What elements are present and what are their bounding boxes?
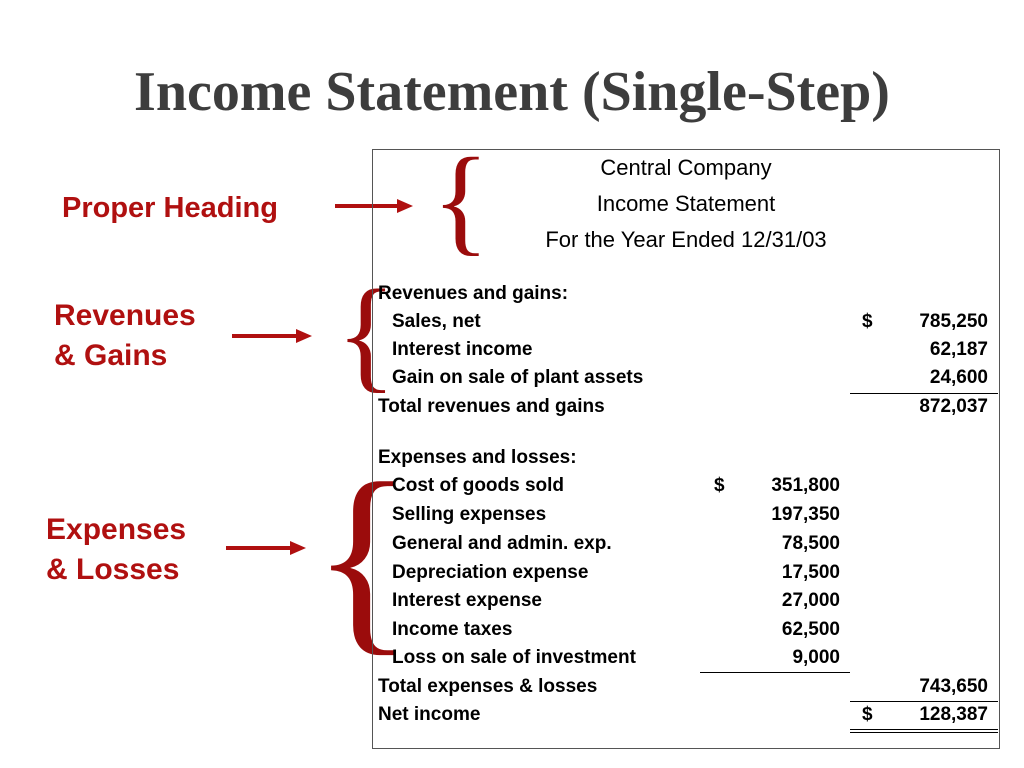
table-row (378, 587, 998, 615)
table-row (378, 644, 998, 672)
company-name: Central Company (600, 155, 772, 180)
statement-name: Income Statement (596, 191, 776, 216)
revenues-brace-icon: { (336, 265, 397, 404)
revenues-header (378, 280, 998, 308)
row-label: Income taxes (392, 619, 513, 640)
revenues-header-text: Revenues and gains: (378, 283, 569, 304)
heading-brace-icon: { (432, 133, 490, 266)
table-row (378, 559, 998, 587)
proper-heading-text: Proper Heading (62, 192, 278, 224)
revenues-label-line1: Revenues (54, 299, 196, 332)
arrow-right-icon (232, 326, 314, 346)
double-underline (850, 729, 998, 730)
expenses-header-text: Expenses and losses: (378, 447, 577, 468)
statement-period: For the Year Ended 12/31/03 (545, 227, 827, 252)
row-amount: 9,000 (792, 647, 840, 668)
currency-symbol: $ (714, 475, 725, 496)
expenses-label-line1: Expenses (46, 513, 187, 546)
row-amount: 351,800 (771, 475, 840, 496)
row-label: Sales, net (392, 311, 481, 332)
row-label: Total expenses & losses (378, 676, 598, 697)
row-label: Interest expense (392, 590, 542, 611)
row-amount: 27,000 (781, 590, 840, 611)
arrow-right-icon (226, 538, 308, 558)
expenses-label-line2: & Losses (46, 553, 180, 586)
proper-heading-label (62, 188, 278, 228)
row-label: Selling expenses (392, 504, 547, 525)
statement-body (372, 150, 1000, 748)
table-row (378, 364, 998, 392)
net-income-row (378, 701, 998, 729)
row-amount: 78,500 (781, 533, 840, 554)
currency-symbol: $ (862, 311, 873, 332)
table-row (378, 308, 998, 336)
row-amount: 872,037 (919, 396, 988, 417)
currency-symbol: $ (862, 704, 873, 725)
expenses-brace-icon: { (312, 441, 413, 673)
expenses-losses-label (46, 510, 186, 590)
revenues-gains-label (54, 296, 196, 376)
table-row (378, 530, 998, 558)
row-amount: 62,187 (929, 339, 988, 360)
total-row (378, 393, 998, 421)
slide-title: Income Statement (Single-Step) (134, 61, 890, 123)
row-label: Depreciation expense (392, 562, 589, 583)
row-label: Loss on sale of investment (392, 647, 636, 668)
row-label: Interest income (392, 339, 533, 360)
row-label: Gain on sale of plant assets (392, 367, 644, 388)
total-row (378, 673, 998, 701)
revenues-label-line2: & Gains (54, 339, 168, 372)
row-amount: 17,500 (781, 562, 840, 583)
table-row (378, 501, 998, 529)
row-label: General and admin. exp. (392, 533, 612, 554)
table-row (378, 336, 998, 364)
row-amount: 128,387 (919, 704, 988, 725)
row-amount: 197,350 (771, 504, 840, 525)
row-label: Cost of goods sold (392, 475, 565, 496)
row-label: Net income (378, 704, 481, 725)
table-row (378, 616, 998, 644)
double-underline (850, 732, 998, 733)
row-amount: 62,500 (781, 619, 840, 640)
table-row (378, 472, 998, 500)
row-amount: 24,600 (929, 367, 988, 388)
row-amount: 743,650 (919, 676, 988, 697)
row-label: Total revenues and gains (378, 396, 605, 417)
expenses-header (378, 444, 998, 472)
row-amount: 785,250 (919, 311, 988, 332)
